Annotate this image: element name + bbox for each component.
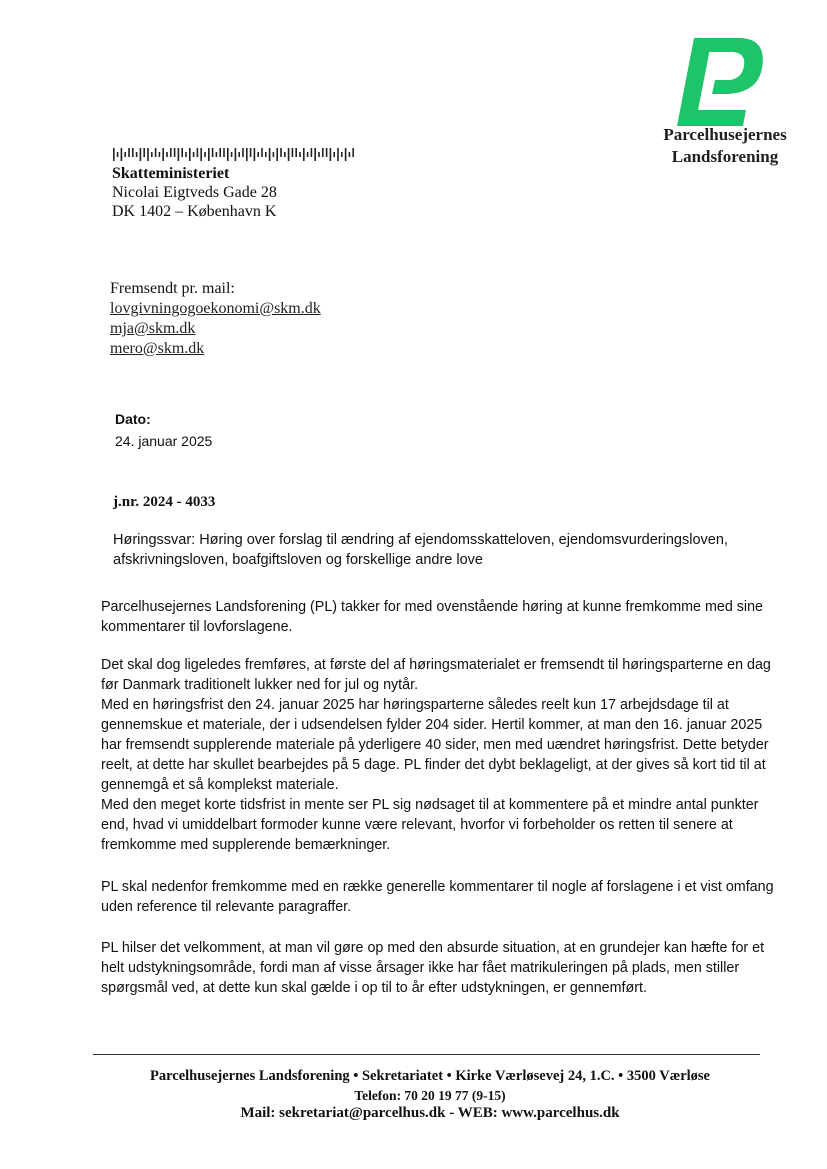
body-paragraph-4: PL hilser det velkomment, at man vil gøre op med den absurde situation, at en grundejer kan hæfte for et helt udstykningsområde, fordi man af visse årsager ikke har fået matrikuleringen på plads, men stiller spørgsmål ved, at dette kun skal gælde i op til to år efter udstykningen, er gennemført. xyxy=(101,940,765,996)
barcode-bar xyxy=(265,152,267,157)
barcode-bar xyxy=(299,152,301,157)
barcode-bar xyxy=(269,148,271,161)
barcode-bar xyxy=(166,152,168,157)
body-paragraph-3: PL skal nedenfor fremkomme med en række generelle kommentarer til nogle af forslagene i et vist omfang uden reference til relevante paragraffer. xyxy=(101,879,774,915)
barcode-bar xyxy=(208,148,210,161)
body-paragraph-2a: Det skal dog ligeledes fremføres, at første del af høringsmaterialet er fremsendt til høringsparterne en dag før Danmark traditionelt lukker ned for jul og nytår. xyxy=(101,657,771,693)
barcode-bar xyxy=(121,148,123,161)
barcode-bar xyxy=(288,148,290,161)
recipient-street: Nicolai Eigtveds Gade 28 xyxy=(112,184,277,201)
barcode-bar xyxy=(128,148,130,157)
barcode-bar xyxy=(185,152,187,157)
barcode-bar xyxy=(147,148,149,161)
barcode-bar xyxy=(307,152,309,157)
barcode-bar xyxy=(284,152,286,157)
barcode-bar xyxy=(345,148,347,161)
sent-label: Fremsendt pr. mail: xyxy=(110,280,235,297)
logo-line-2: Landsforening xyxy=(671,147,779,166)
barcode-bar xyxy=(200,148,202,161)
email-link[interactable]: mero@skm.dk xyxy=(110,340,205,357)
barcode-bar xyxy=(330,148,332,161)
barcode-bar xyxy=(193,152,195,157)
pl-logo-icon xyxy=(672,34,772,129)
logo-line-1: Parcelhusejernes xyxy=(663,125,787,144)
barcode-bar xyxy=(322,148,324,157)
barcode-bar xyxy=(151,152,153,157)
barcode-bar xyxy=(170,148,172,157)
recipient-name: Skatteministeriet xyxy=(112,165,230,182)
footer-contact: Mail: sekretariat@parcelhus.dk - WEB: www.parcelhus.dk xyxy=(240,1105,620,1121)
barcode-bar xyxy=(326,148,328,157)
barcode-bar xyxy=(181,148,183,157)
barcode-bar xyxy=(212,148,214,157)
barcode-bar xyxy=(235,148,237,161)
barcode-bar xyxy=(337,148,339,161)
organization-logo xyxy=(650,34,800,174)
journal-number: j.nr. 2024 - 4033 xyxy=(113,494,216,510)
barcode-bar xyxy=(341,152,343,157)
barcode-bar xyxy=(117,152,119,157)
footer-address: Parcelhusejernes Landsforening • Sekretariatet • Kirke Værløsevej 24, 1.C. • 3500 Værløse xyxy=(150,1068,710,1084)
barcode-bar xyxy=(242,148,244,157)
recipient-city: DK 1402 – København K xyxy=(112,203,277,220)
barcode-bar xyxy=(314,148,316,161)
sent-by-mail-block xyxy=(110,279,321,359)
barcode-bar xyxy=(231,152,233,157)
footer-divider xyxy=(93,1054,760,1055)
barcode-bar xyxy=(349,152,351,157)
recipient-address xyxy=(112,164,277,221)
barcode-bar xyxy=(174,148,176,157)
barcode-bar xyxy=(295,148,297,157)
barcode-bar xyxy=(136,152,138,157)
body-paragraph-1: Parcelhusejernes Landsforening (PL) takker for med ovenstående høring at kunne fremkomme med sine kommentarer til lovforslagene. xyxy=(101,599,763,635)
barcode-bar xyxy=(254,148,256,161)
barcode-bar xyxy=(280,148,282,157)
barcode-bar xyxy=(261,148,263,157)
barcode-bar xyxy=(143,148,145,157)
barcode-bar xyxy=(204,152,206,157)
barcode-bar xyxy=(140,148,142,161)
email-link[interactable]: lovgivningogoekonomi@skm.dk xyxy=(110,300,321,317)
barcode-bar xyxy=(333,152,335,157)
barcode-bar xyxy=(178,148,180,161)
barcode-bar xyxy=(189,148,191,161)
body-paragraph-2c: Med den meget korte tidsfrist in mente ser PL sig nødsaget til at kommentere på et mindre antal punkter end, hvad vi umiddelbart formoder kunne være relevant, hvorfor vi forbeholder os retten til senere at fremkomme med supplerende bemærkninger. xyxy=(101,797,759,853)
footer-phone: Telefon: 70 20 19 77 (9-15) xyxy=(354,1088,506,1103)
subject-line: Høringssvar: Høring over forslag til ændring af ejendomsskatteloven, ejendomsvurderingsloven, afskrivningsloven, boafgiftsloven og forskellige andre love xyxy=(113,532,728,568)
barcode-bar xyxy=(223,148,225,157)
postal-barcode xyxy=(113,148,359,161)
body-paragraph-2b: Med en høringsfrist den 24. januar 2025 har høringsparterne således reelt kun 17 arbejdsdage til at gennemskue et materiale, der i udsendelsen fylder 204 sider. Hertil kommer, at man den 16. januar 2025 har fremsendt supplerende materiale på yderligere 40 sider, men med uændret høringsfrist. Dette betyder reelt, at dette har skullet bearbejdes på 5 dage. PL finder det dybt beklageligt, at der gives så kort tid til at gennemgå et så komplekst materiale. xyxy=(101,697,769,793)
barcode-bar xyxy=(352,148,354,157)
barcode-bar xyxy=(197,148,199,157)
barcode-bar xyxy=(246,148,248,161)
barcode-bar xyxy=(124,152,126,157)
barcode-bar xyxy=(132,148,134,157)
barcode-bar xyxy=(292,148,294,157)
body-paragraph-2 xyxy=(101,655,781,855)
email-link[interactable]: mja@skm.dk xyxy=(110,320,196,337)
barcode-bar xyxy=(318,152,320,157)
barcode-bar xyxy=(162,148,164,161)
date-value: 24. januar 2025 xyxy=(115,433,213,449)
barcode-bar xyxy=(303,148,305,161)
barcode-bar xyxy=(216,152,218,157)
barcode-bar xyxy=(276,148,278,161)
barcode-bar xyxy=(155,148,157,157)
barcode-bar xyxy=(238,152,240,157)
barcode-bar xyxy=(257,152,259,157)
barcode-bar xyxy=(250,148,252,157)
barcode-bar xyxy=(113,148,115,161)
barcode-bar xyxy=(273,152,275,157)
barcode-bar xyxy=(159,152,161,157)
barcode-bar xyxy=(219,148,221,157)
barcode-bar xyxy=(311,148,313,157)
date-label: Dato: xyxy=(115,411,151,427)
barcode-bar xyxy=(227,148,229,161)
